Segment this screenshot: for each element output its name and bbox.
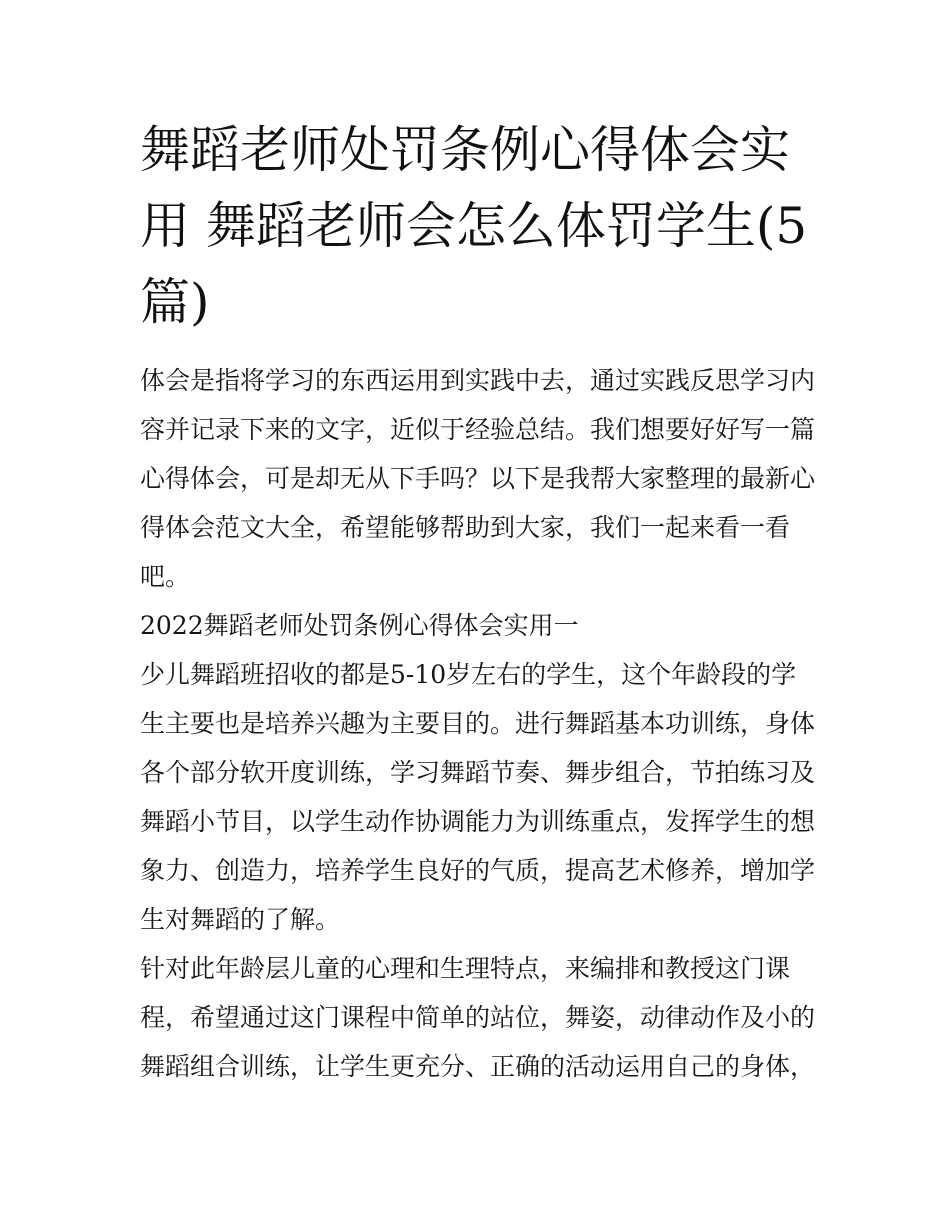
document-body (140, 356, 816, 1091)
body-paragraph: 少儿舞蹈班招收的都是5-10岁左右的学生，这个年龄段的学生主要也是培养兴趣为主要目的。进行舞蹈基本功训练，身体各个部分软开度训练，学习舞蹈节奏、舞步组合，节拍练习及舞蹈小节目，以学生动作协调能力为训练重点，发挥学生的想象力、创造力，培养学生良好的气质，提高艺术修养，增加学生对舞蹈的了解。 (140, 660, 816, 934)
section-heading: 2022舞蹈老师处罚条例心得体会实用一 (140, 611, 579, 640)
body-paragraph: 针对此年龄层儿童的心理和生理特点，来编排和教授这门课程，希望通过这门课程中简单的站位，舞姿，动律动作及小的舞蹈组合训练，让学生更充分、正确的活动运用自己的身体， (140, 954, 816, 1081)
intro-paragraph: 体会是指将学习的东西运用到实践中去，通过实践反思学习内容并记录下来的文字，近似于经验总结。我们想要好好写一篇心得体会，可是却无从下手吗？以下是我帮大家整理的最新心得体会范文大全，希望能够帮助到大家，我们一起来看一看吧。 (140, 366, 816, 591)
document-title: 舞蹈老师处罚条例心得体会实用 舞蹈老师会怎么体罚学生(5篇) (140, 121, 808, 331)
